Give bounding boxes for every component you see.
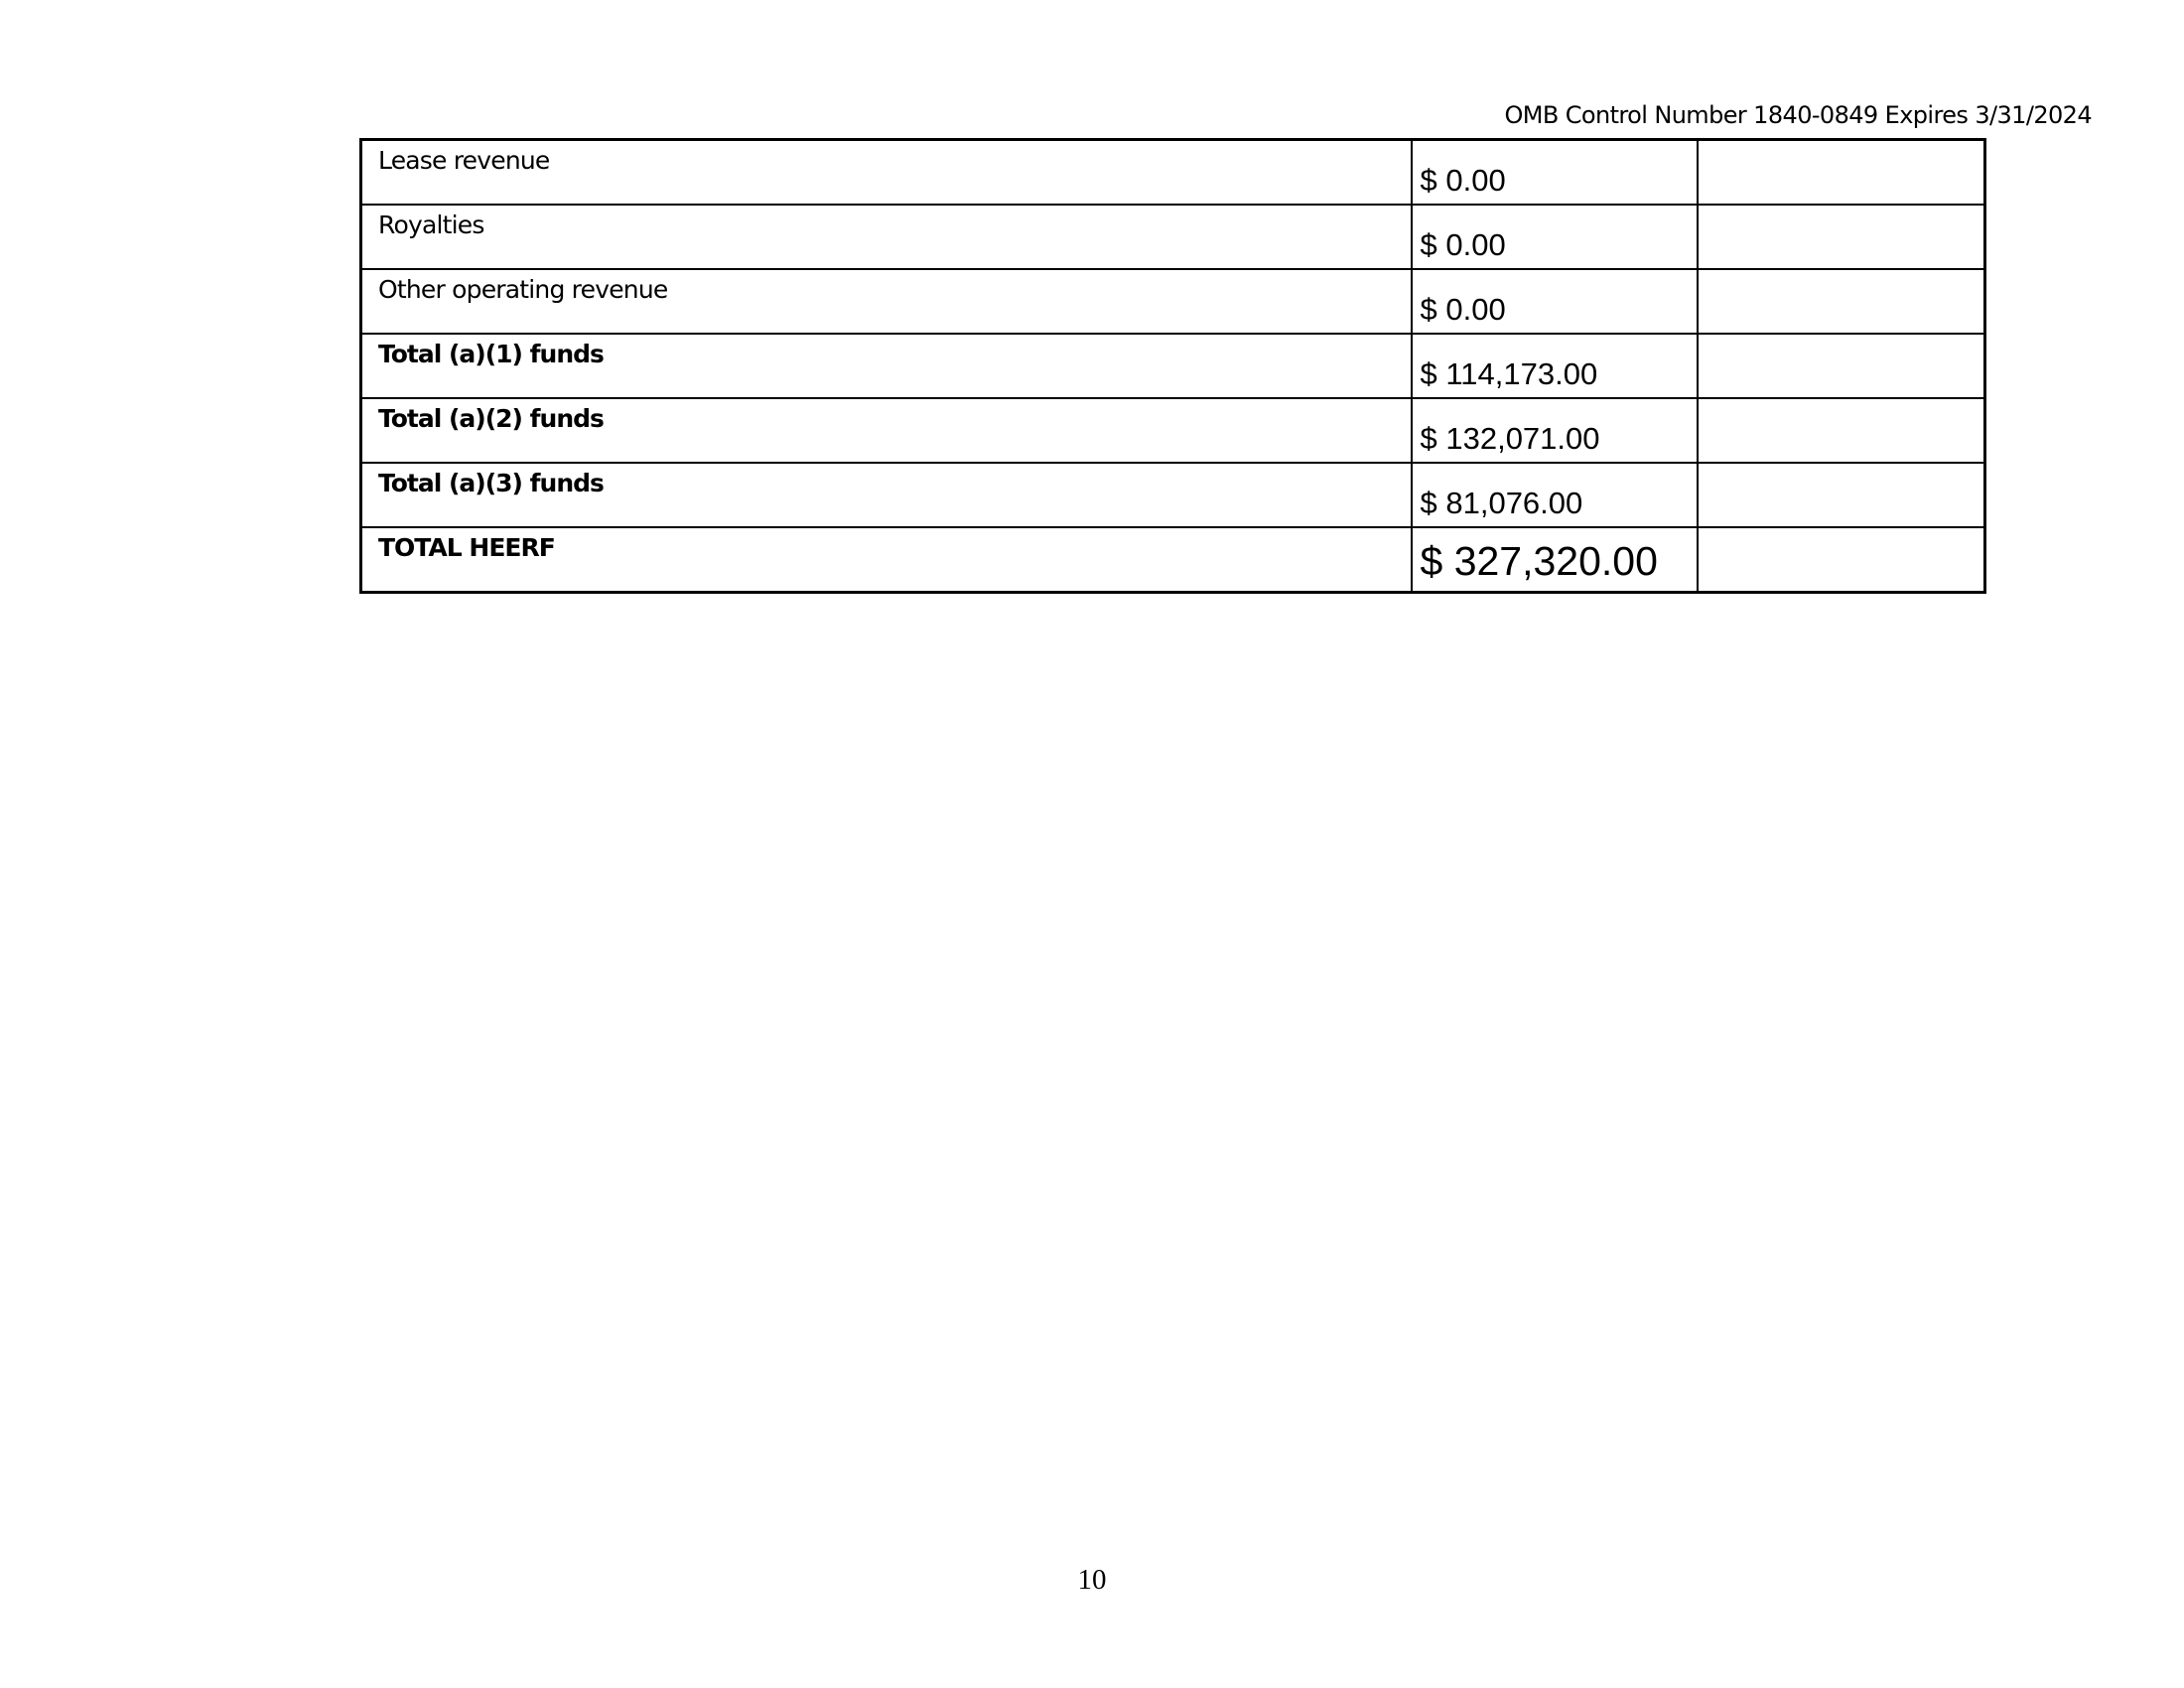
row-label: Total (a)(1) funds — [378, 340, 604, 368]
amount-value: $ 132,071.00 — [1420, 421, 1600, 456]
amount-cell — [1412, 398, 1698, 463]
amount-value: $ 0.00 — [1420, 163, 1506, 198]
amount-cell — [1412, 269, 1698, 334]
blank-cell — [1698, 527, 1985, 593]
row-label: Other operating revenue — [378, 275, 668, 304]
blank-cell — [1698, 463, 1985, 527]
amount-value: $ 114,173.00 — [1420, 356, 1598, 391]
omb-control-notice: OMB Control Number 1840-0849 Expires 3/31/2024 — [1504, 101, 2092, 129]
table-row — [361, 140, 1985, 206]
amount-cell — [1412, 334, 1698, 398]
blank-cell — [1698, 398, 1985, 463]
row-label-cell — [361, 140, 1412, 206]
revenue-table — [359, 138, 1986, 594]
blank-cell — [1698, 269, 1985, 334]
row-label-cell — [361, 269, 1412, 334]
table-row — [361, 269, 1985, 334]
amount-value: $ 81,076.00 — [1420, 486, 1583, 520]
table-row — [361, 334, 1985, 398]
blank-cell — [1698, 140, 1985, 206]
blank-cell — [1698, 334, 1985, 398]
amount-cell — [1412, 205, 1698, 269]
amount-cell — [1412, 140, 1698, 206]
amount-value: $ 0.00 — [1420, 227, 1506, 262]
table-row — [361, 398, 1985, 463]
row-label-cell — [361, 398, 1412, 463]
amount-cell — [1412, 463, 1698, 527]
row-label: Lease revenue — [378, 146, 550, 175]
amount-cell — [1412, 527, 1698, 593]
table-row — [361, 463, 1985, 527]
row-label: Total (a)(2) funds — [378, 404, 604, 433]
row-label: TOTAL HEERF — [378, 533, 555, 562]
row-label: Royalties — [378, 211, 484, 239]
table-row — [361, 205, 1985, 269]
row-label-cell — [361, 463, 1412, 527]
table-row-total — [361, 527, 1985, 593]
row-label-cell — [361, 527, 1412, 593]
row-label: Total (a)(3) funds — [378, 469, 604, 497]
page-number: 10 — [1077, 1564, 1107, 1596]
blank-cell — [1698, 205, 1985, 269]
amount-value: $ 0.00 — [1420, 292, 1506, 327]
row-label-cell — [361, 334, 1412, 398]
total-amount-value: $ 327,320.00 — [1420, 538, 1658, 584]
row-label-cell — [361, 205, 1412, 269]
